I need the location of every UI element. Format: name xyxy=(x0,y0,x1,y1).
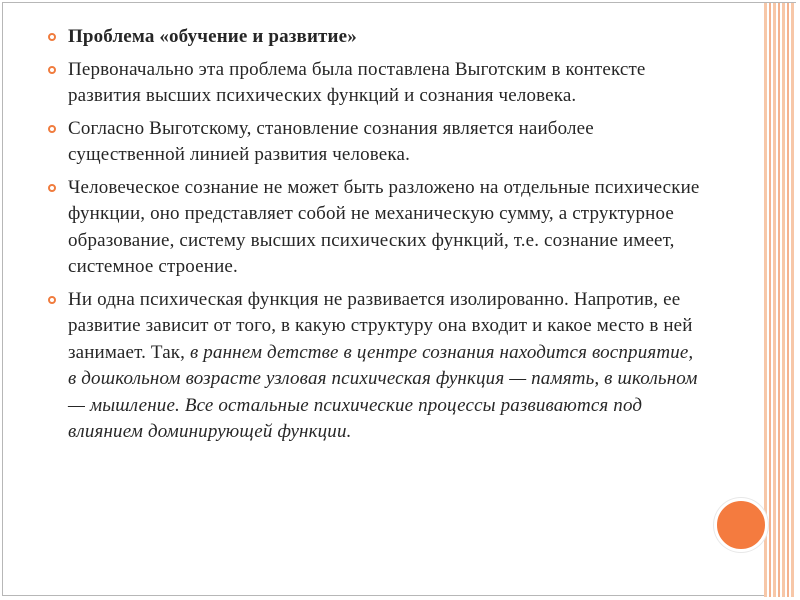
hollow-circle-bullet-icon xyxy=(48,184,56,192)
hollow-circle-bullet-icon xyxy=(48,125,56,133)
hollow-circle-bullet-icon xyxy=(48,33,56,41)
list-item-text: Согласно Выготскому, становление сознания является наиболее существенной линией развития человека. xyxy=(68,117,594,165)
slide-heading: Проблема «обучение и развитие» xyxy=(68,26,357,47)
list-item xyxy=(46,287,706,446)
list-item xyxy=(46,24,706,51)
list-item-text xyxy=(68,289,697,443)
bullet-list xyxy=(46,24,706,452)
list-item-text-plain: Ни одна психическая функция не развивается изолированно. Напротив, ее развитие зависит от того, в какую структуру она входит и какое место в ней занимает. Так, xyxy=(68,288,693,363)
list-item xyxy=(46,116,706,169)
decorative-stripes xyxy=(764,3,796,597)
hollow-circle-bullet-icon xyxy=(48,296,56,304)
list-item-text-italic: в раннем детстве в центре сознания находится восприятие, в дошкольном возрасте узловая психическая функция — память, в школьном — мышление. Все остальные психические процессы развиваются под влиянием доминирующей функции. xyxy=(68,341,698,442)
list-item xyxy=(46,175,706,281)
list-item-text: Человеческое сознание не может быть разложено на отдельные психические функции, оно представляет собой не механическую сумму, а структурное образование, систему высших психических функций, т.е. сознание имеет, системное строение. xyxy=(68,176,700,277)
list-item-text: Первоначально эта проблема была поставлена Выготским в контексте развития высших психических функций и сознания человека. xyxy=(68,58,646,106)
list-item xyxy=(46,57,706,110)
decorative-orange-circle xyxy=(714,498,768,552)
hollow-circle-bullet-icon xyxy=(48,66,56,74)
